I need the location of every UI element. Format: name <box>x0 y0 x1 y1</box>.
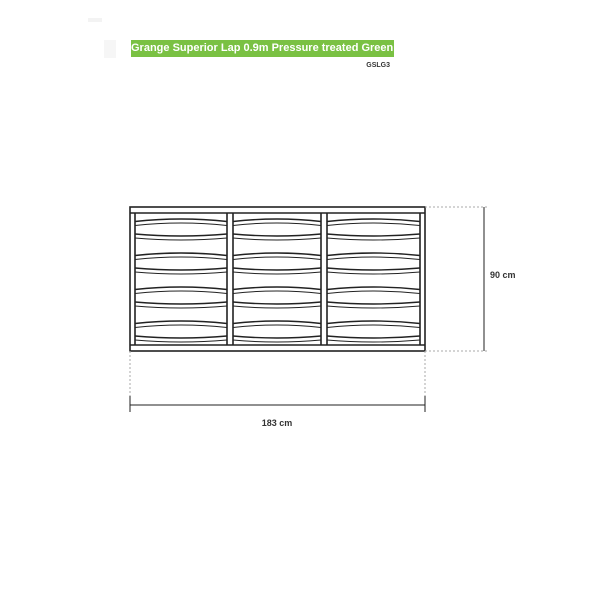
lap-board <box>327 272 420 274</box>
lap-board <box>135 306 227 308</box>
lap-board <box>233 272 321 274</box>
lap-board <box>135 219 227 222</box>
lap-board <box>327 238 420 240</box>
lap-board <box>135 253 227 256</box>
width-dimension <box>130 351 425 412</box>
height-dimension <box>425 207 488 351</box>
lap-board <box>233 223 321 226</box>
lap-board <box>327 253 420 256</box>
lap-board <box>233 291 321 294</box>
lap-board <box>233 306 321 308</box>
lap-board <box>135 238 227 240</box>
panel-frame <box>130 207 425 351</box>
lap-board <box>233 302 321 304</box>
lap-board <box>327 340 420 342</box>
lap-board <box>135 234 227 236</box>
lap-board <box>233 287 321 290</box>
lap-board <box>327 306 420 308</box>
product-code: GSLG3 <box>366 62 390 69</box>
lap-board <box>327 325 420 328</box>
lap-board <box>135 272 227 274</box>
lap-board <box>135 287 227 290</box>
height-label: 90 cm <box>490 270 516 280</box>
lap-board <box>327 223 420 226</box>
lap-board <box>327 291 420 294</box>
lap-board <box>233 234 321 236</box>
lap-boards <box>135 219 420 342</box>
lap-board <box>233 257 321 260</box>
lap-board <box>233 340 321 342</box>
lap-board <box>327 336 420 338</box>
lap-board <box>327 234 420 236</box>
lap-board <box>135 268 227 270</box>
lap-board <box>327 268 420 270</box>
lap-board <box>135 336 227 338</box>
lap-board <box>233 325 321 328</box>
width-label: 183 cm <box>261 418 293 428</box>
lap-board <box>233 253 321 256</box>
lap-board <box>327 219 420 222</box>
lap-board <box>327 257 420 260</box>
lap-board <box>135 291 227 294</box>
lap-board <box>233 336 321 338</box>
lap-board <box>327 302 420 304</box>
lap-board <box>135 257 227 260</box>
lap-board <box>233 219 321 222</box>
lap-board <box>233 321 321 324</box>
lap-board <box>135 325 227 328</box>
fence-panel <box>130 207 425 351</box>
lap-board <box>327 287 420 290</box>
lap-board <box>135 223 227 226</box>
lap-board <box>135 302 227 304</box>
lap-board <box>135 340 227 342</box>
lap-board <box>233 238 321 240</box>
lap-board <box>327 321 420 324</box>
lap-board <box>135 321 227 324</box>
lap-board <box>233 268 321 270</box>
product-title-banner: Grange Superior Lap 0.9m Pressure treated Green <box>131 40 394 57</box>
